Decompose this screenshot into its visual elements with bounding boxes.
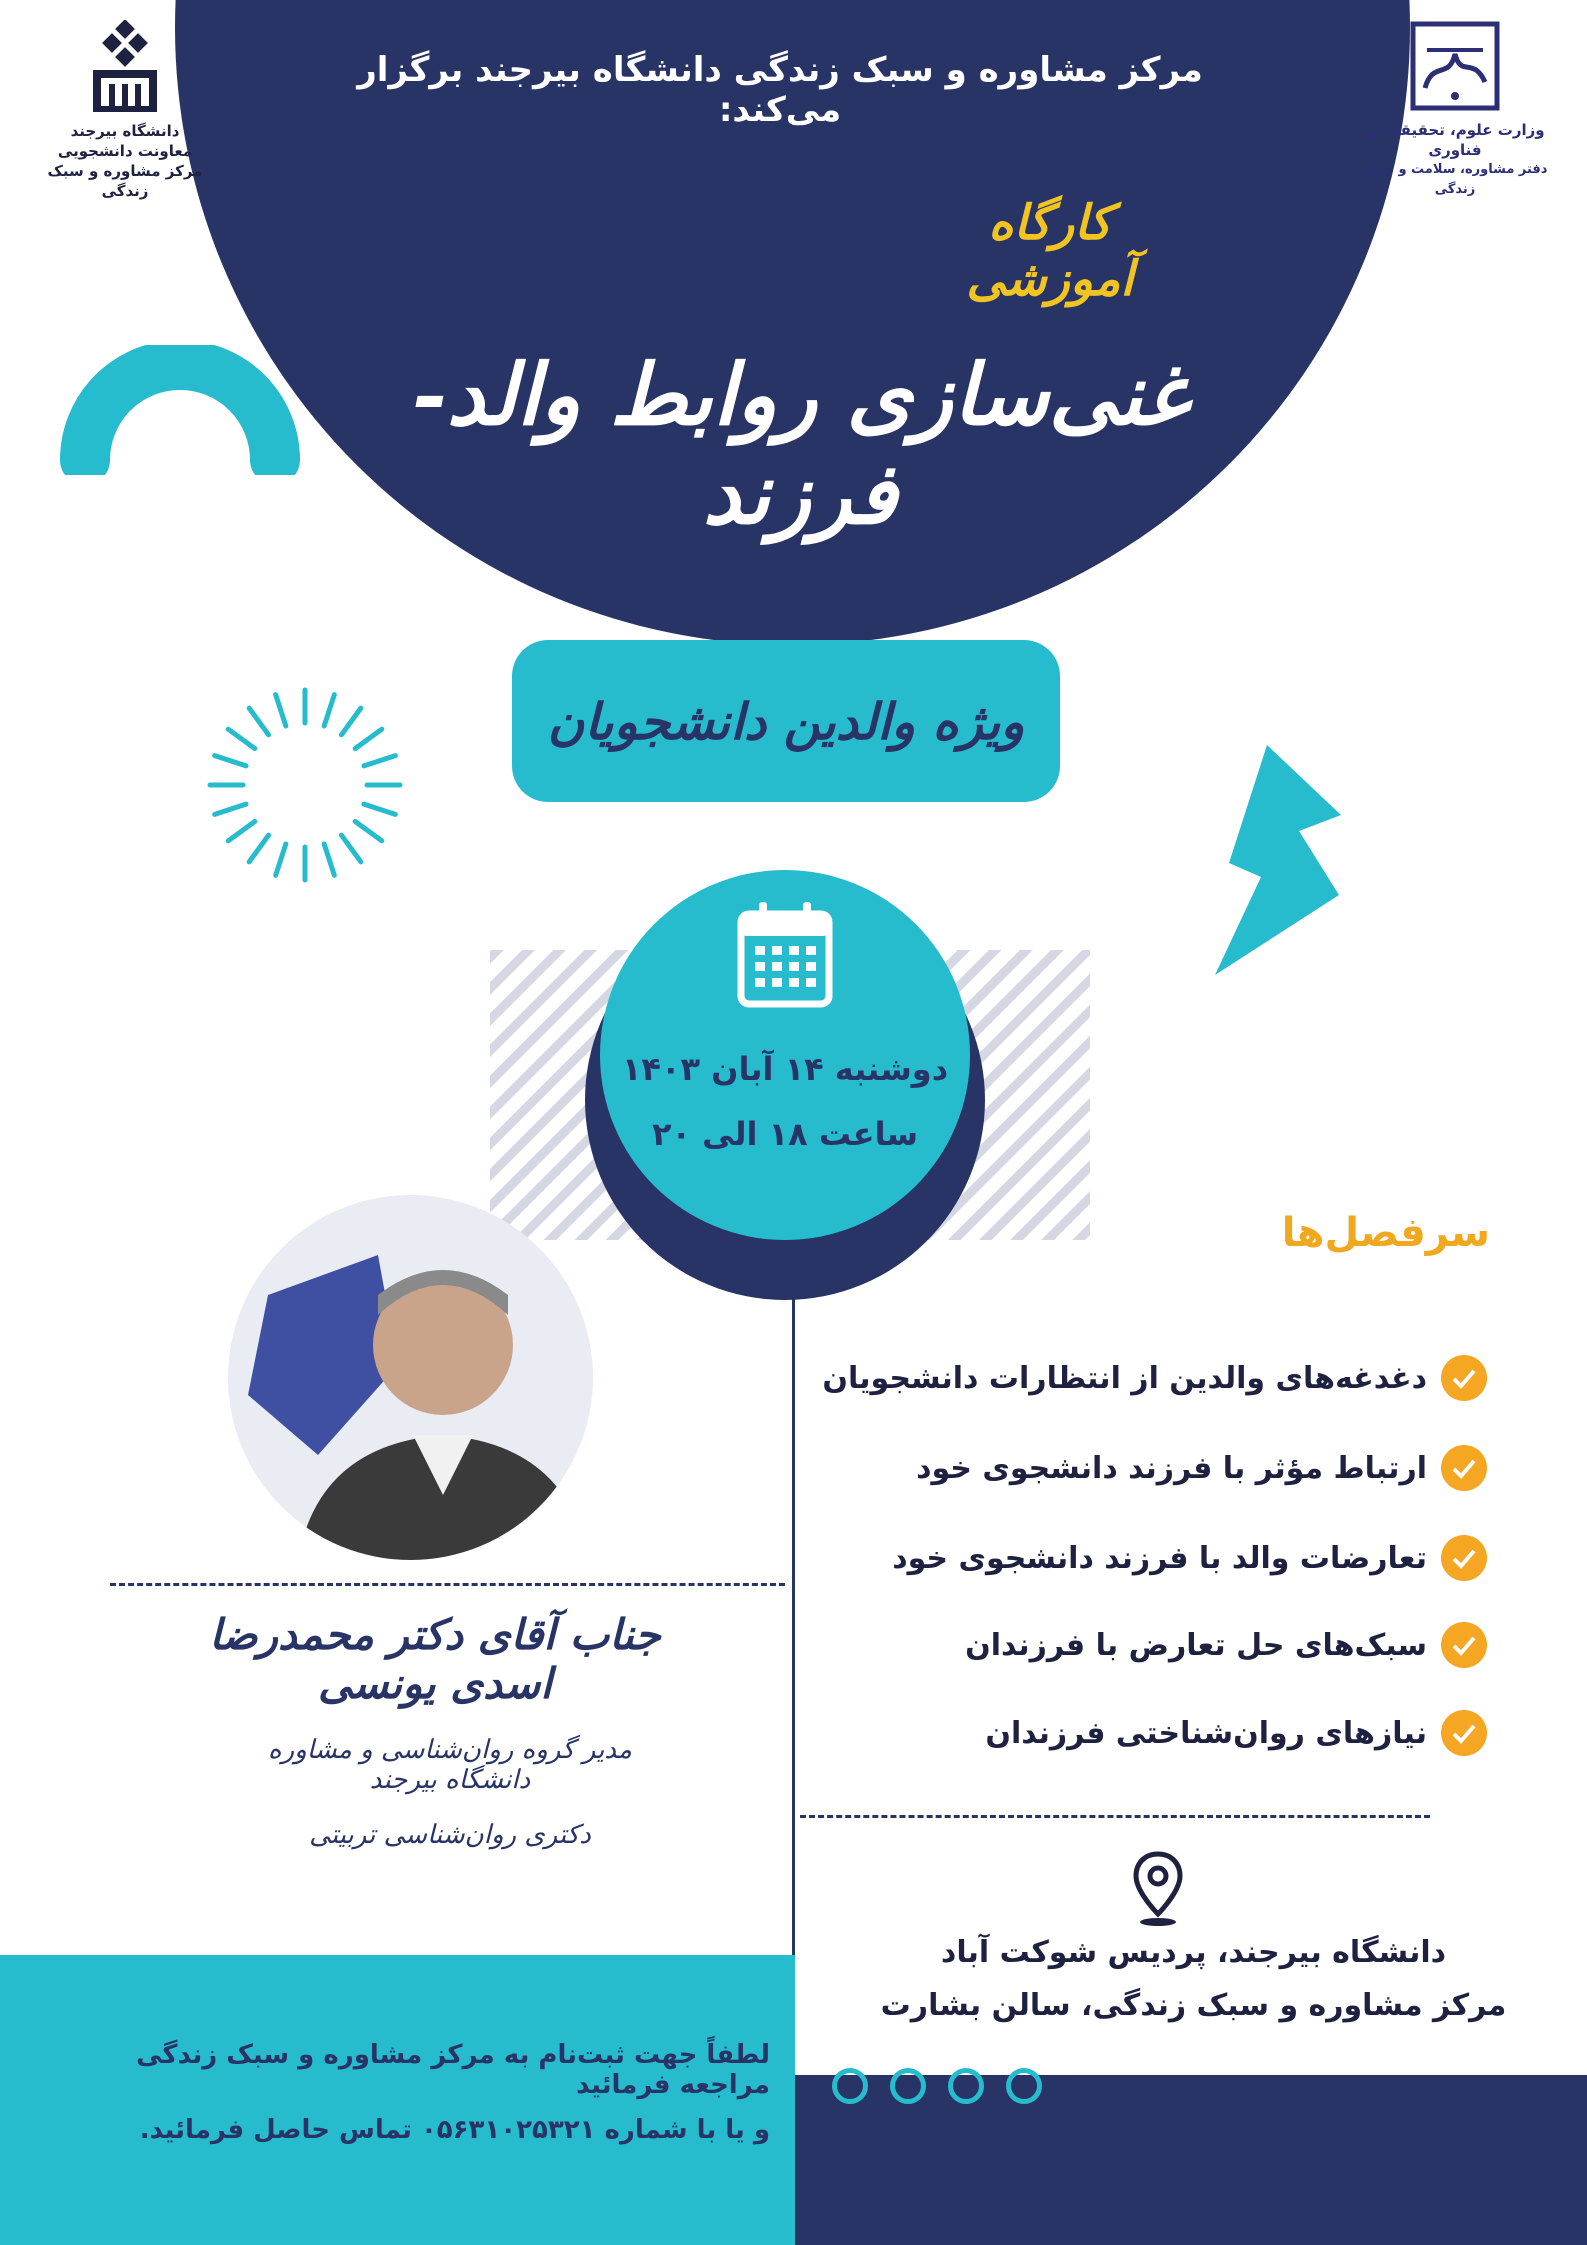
event-title: غنی‌سازی روابط والد-فرزند [411, 345, 1189, 543]
sunburst-ray [215, 756, 246, 766]
ministry-logo-icon [1409, 20, 1501, 112]
sunburst-ray [324, 695, 334, 726]
event-subtitle: کارگاه آموزشی [966, 195, 1134, 307]
university-logo [30, 20, 220, 201]
speaker-portrait-illustration [228, 1195, 593, 1560]
sunburst-ray [355, 729, 382, 748]
vertical-divider [792, 1255, 795, 1990]
topic-item-5 [985, 1710, 1487, 1756]
dot-ring [948, 2068, 984, 2104]
topics-title: سرفصل‌ها [1281, 1210, 1490, 1256]
check-icon [1441, 1355, 1487, 1401]
sunburst-ray [341, 708, 360, 735]
event-date: دوشنبه ۱۴ آبان ۱۴۰۳ [621, 1050, 949, 1088]
topic-item-2 [916, 1445, 1487, 1491]
organizer-line: مرکز مشاوره و سبک زندگی دانشگاه بیرجند برگزار می‌کند: [357, 50, 1203, 130]
sunburst-ray [228, 729, 255, 748]
speaker-name: جناب آقای دکتر محمدرضا اسدی یونسی [209, 1610, 661, 1708]
left-logo-line-3: مرکز مشاوره و سبک زندگی [47, 162, 203, 200]
sunburst-ray [215, 804, 246, 814]
topic-item-1 [822, 1355, 1487, 1401]
event-time: ساعت ۱۸ الی ۲۰ [651, 1115, 919, 1153]
sunburst-ray [276, 844, 286, 875]
topic-label: دغدغه‌های والدین از انتظارات دانشجویان [822, 1360, 1427, 1396]
speaker-divider [110, 1583, 785, 1586]
left-logo-line-1: دانشگاه بیرجند [70, 122, 180, 140]
sunburst-ray [228, 821, 255, 840]
topic-label: سبک‌های حل تعارض با فرزندان [965, 1627, 1427, 1663]
dot-ring [832, 2068, 868, 2104]
topic-item-3 [892, 1535, 1487, 1581]
check-icon [1441, 1710, 1487, 1756]
dots-decoration [832, 2068, 1042, 2104]
ministry-logo [1340, 20, 1570, 200]
location-line-2: مرکز مشاوره و سبک زندگی، سالن بشارت [880, 1988, 1507, 2023]
registration-line-1: لطفاً جهت ثبت‌نام به مرکز مشاوره و سبک زندگی مراجعه فرمائید [136, 2040, 770, 2100]
sunburst-ray [355, 821, 382, 840]
right-logo-line-1: وزارت علوم، تحقیقات و فناوری [1365, 121, 1545, 159]
sunburst-ray [249, 835, 268, 862]
sunburst-ray [324, 844, 334, 875]
location-divider [800, 1815, 1430, 1818]
registration-panel [0, 1955, 795, 2245]
registration-line-2: و یا با شماره ۰۵۶۳۱۰۲۵۳۲۱ تماس حاصل فرمائید. [139, 2115, 770, 2145]
university-logo-icon [85, 20, 165, 115]
sunburst-ray [249, 708, 268, 735]
sunburst-ray [364, 804, 395, 814]
audience-label: ویژه والدین دانشجویان [547, 691, 1025, 751]
sunburst-decoration [200, 680, 410, 890]
speaker-role-2: دکتری روان‌شناسی تربیتی [309, 1820, 591, 1850]
check-icon [1441, 1622, 1487, 1668]
sunburst-ray [276, 695, 286, 726]
check-icon [1441, 1535, 1487, 1581]
topic-item-4 [965, 1622, 1487, 1668]
sunburst-ray [364, 756, 395, 766]
dot-ring [1006, 2068, 1042, 2104]
dot-ring [890, 2068, 926, 2104]
right-logo-line-2: دفتر مشاوره، سلامت و سبک زندگی [1362, 162, 1548, 197]
half-ring-decoration [60, 345, 300, 475]
calendar-icon [735, 900, 835, 1010]
topic-label: ارتباط مؤثر با فرزند دانشجوی خود [916, 1450, 1427, 1486]
left-logo-line-2: معاونت دانشجویی [57, 142, 193, 160]
check-icon [1441, 1445, 1487, 1491]
speaker-photo [228, 1195, 593, 1560]
speaker-role-1: مدیر گروه روان‌شناسی و مشاوره دانشگاه بیرجند [268, 1735, 632, 1795]
location-pin-icon [1130, 1850, 1186, 1930]
audience-badge [512, 640, 1060, 802]
location-line-1: دانشگاه بیرجند، پردیس شوکت آباد [940, 1935, 1447, 1970]
sunburst-ray [341, 835, 360, 862]
lightning-bolt-decoration [1215, 745, 1355, 975]
topic-label: نیازهای روان‌شناختی فرزندان [985, 1715, 1427, 1751]
topic-label: تعارضات والد با فرزند دانشجوی خود [892, 1540, 1427, 1576]
